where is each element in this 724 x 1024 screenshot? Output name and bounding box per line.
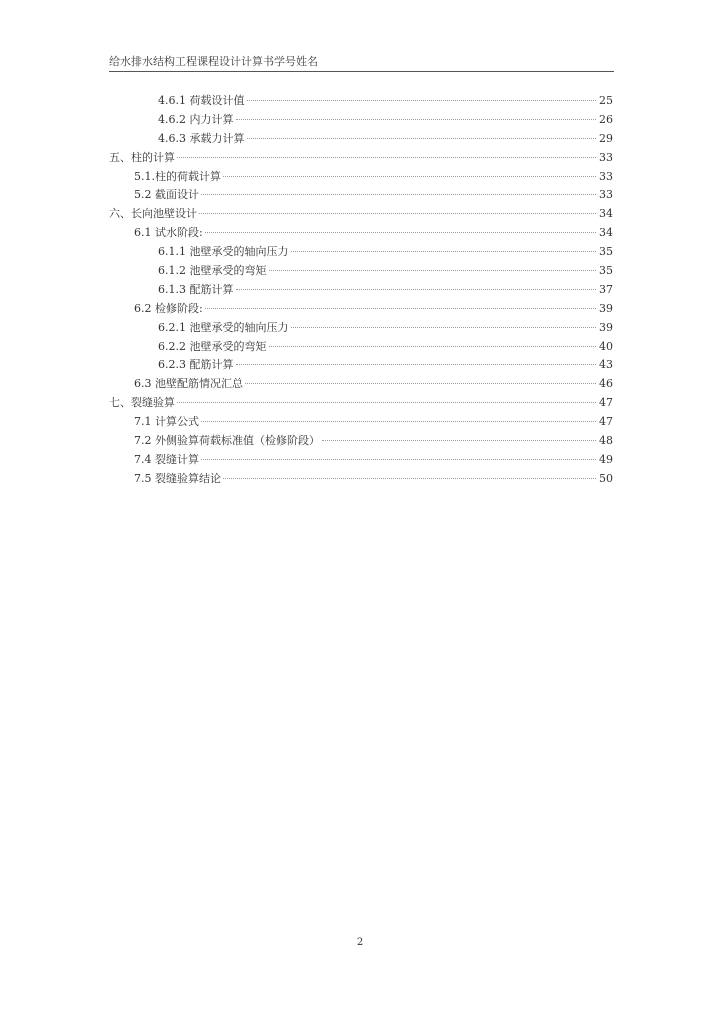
toc-entry-label: 7.4 裂缝计算 xyxy=(134,452,199,466)
toc-entry[interactable] xyxy=(109,186,613,205)
toc-dot-leader xyxy=(201,421,596,422)
toc-entry-page-number: 40 xyxy=(599,339,613,353)
toc-entry[interactable] xyxy=(109,338,613,357)
toc-entry[interactable] xyxy=(109,470,613,489)
toc-entry-page-number: 34 xyxy=(599,207,613,221)
toc-entry[interactable] xyxy=(109,394,613,413)
toc-entry-label: 6.2.1 池壁承受的轴向压力 xyxy=(158,320,289,334)
toc-entry[interactable] xyxy=(109,111,613,130)
toc-entry[interactable] xyxy=(109,375,613,394)
toc-dot-leader xyxy=(247,100,597,101)
toc-entry-page-number: 33 xyxy=(599,150,613,164)
toc-entry-label: 6.1 试水阶段: xyxy=(134,226,203,240)
toc-entry[interactable] xyxy=(109,300,613,319)
toc-entry-page-number: 50 xyxy=(599,471,613,485)
toc-dot-leader xyxy=(269,346,597,347)
toc-entry-page-number: 33 xyxy=(599,169,613,183)
toc-dot-leader xyxy=(205,308,596,309)
toc-entry-label: 6.1.3 配筋计算 xyxy=(158,282,234,296)
toc-entry-page-number: 25 xyxy=(599,94,613,107)
table-of-contents xyxy=(109,92,613,489)
toc-entry-label: 6.3 池壁配筋情况汇总 xyxy=(134,377,243,391)
toc-entry-label: 4.6.1 荷载设计值 xyxy=(158,94,245,107)
toc-entry[interactable] xyxy=(109,451,613,470)
toc-entry[interactable] xyxy=(109,168,613,187)
toc-entry-page-number: 43 xyxy=(599,358,613,372)
toc-dot-leader xyxy=(177,402,596,403)
toc-dot-leader xyxy=(322,440,596,441)
toc-entry-label: 5.1.柱的荷载计算 xyxy=(134,169,221,183)
toc-entry-label: 7.2 外侧验算荷载标准值（检修阶段） xyxy=(134,434,320,448)
toc-entry[interactable] xyxy=(109,356,613,375)
toc-dot-leader xyxy=(201,194,596,195)
toc-dot-leader xyxy=(236,364,597,365)
toc-entry-label: 4.6.2 内力计算 xyxy=(158,112,234,126)
toc-entry-page-number: 35 xyxy=(599,245,613,259)
toc-entry-label: 6.2.3 配筋计算 xyxy=(158,358,234,372)
toc-entry[interactable] xyxy=(109,243,613,262)
toc-entry-page-number: 33 xyxy=(599,188,613,202)
toc-dot-leader xyxy=(291,327,597,328)
toc-dot-leader xyxy=(199,213,596,214)
toc-entry-label: 6.1.1 池壁承受的轴向压力 xyxy=(158,245,289,259)
toc-entry-label: 七、裂缝验算 xyxy=(109,396,175,410)
toc-dot-leader xyxy=(201,459,596,460)
toc-entry-page-number: 35 xyxy=(599,264,613,278)
toc-dot-leader xyxy=(177,157,596,158)
toc-entry-page-number: 49 xyxy=(599,452,613,466)
toc-dot-leader xyxy=(236,289,597,290)
toc-entry-page-number: 46 xyxy=(599,377,613,391)
page-header-title: 给水排水结构工程课程设计计算书学号姓名 xyxy=(109,55,318,68)
toc-entry-label: 4.6.3 承载力计算 xyxy=(158,131,245,145)
toc-entry[interactable] xyxy=(109,319,613,338)
toc-entry[interactable] xyxy=(109,92,613,111)
toc-entry-label: 六、长向池壁设计 xyxy=(109,207,197,221)
toc-dot-leader xyxy=(223,478,596,479)
toc-entry-page-number: 47 xyxy=(599,396,613,410)
toc-dot-leader xyxy=(223,176,596,177)
toc-entry-page-number: 26 xyxy=(599,112,613,126)
toc-entry[interactable] xyxy=(109,224,613,243)
toc-entry-page-number: 39 xyxy=(599,320,613,334)
toc-entry-page-number: 39 xyxy=(599,301,613,315)
toc-entry-page-number: 29 xyxy=(599,131,613,145)
toc-entry-label: 6.2 检修阶段: xyxy=(134,301,203,315)
toc-entry-page-number: 47 xyxy=(599,415,613,429)
toc-entry[interactable] xyxy=(109,130,613,149)
toc-entry-page-number: 37 xyxy=(599,282,613,296)
toc-dot-leader xyxy=(205,232,596,233)
toc-entry-page-number: 48 xyxy=(599,434,613,448)
toc-dot-leader xyxy=(245,383,596,384)
toc-entry[interactable] xyxy=(109,205,613,224)
toc-entry[interactable] xyxy=(109,413,613,432)
toc-entry-label: 五、柱的计算 xyxy=(109,150,175,164)
page-number: 2 xyxy=(356,937,364,948)
toc-entry[interactable] xyxy=(109,432,613,451)
toc-dot-leader xyxy=(291,251,597,252)
toc-dot-leader xyxy=(269,270,597,271)
toc-entry-page-number: 34 xyxy=(599,226,613,240)
toc-entry[interactable] xyxy=(109,281,613,300)
toc-entry-label: 5.2 截面设计 xyxy=(134,188,199,202)
header-divider xyxy=(109,71,614,72)
toc-entry[interactable] xyxy=(109,149,613,168)
toc-dot-leader xyxy=(247,138,597,139)
toc-entry-label: 6.2.2 池壁承受的弯矩 xyxy=(158,339,267,353)
toc-entry-label: 7.1 计算公式 xyxy=(134,415,199,429)
toc-entry[interactable] xyxy=(109,262,613,281)
toc-entry-label: 6.1.2 池壁承受的弯矩 xyxy=(158,264,267,278)
toc-entry-label: 7.5 裂缝验算结论 xyxy=(134,471,221,485)
toc-dot-leader xyxy=(236,119,597,120)
